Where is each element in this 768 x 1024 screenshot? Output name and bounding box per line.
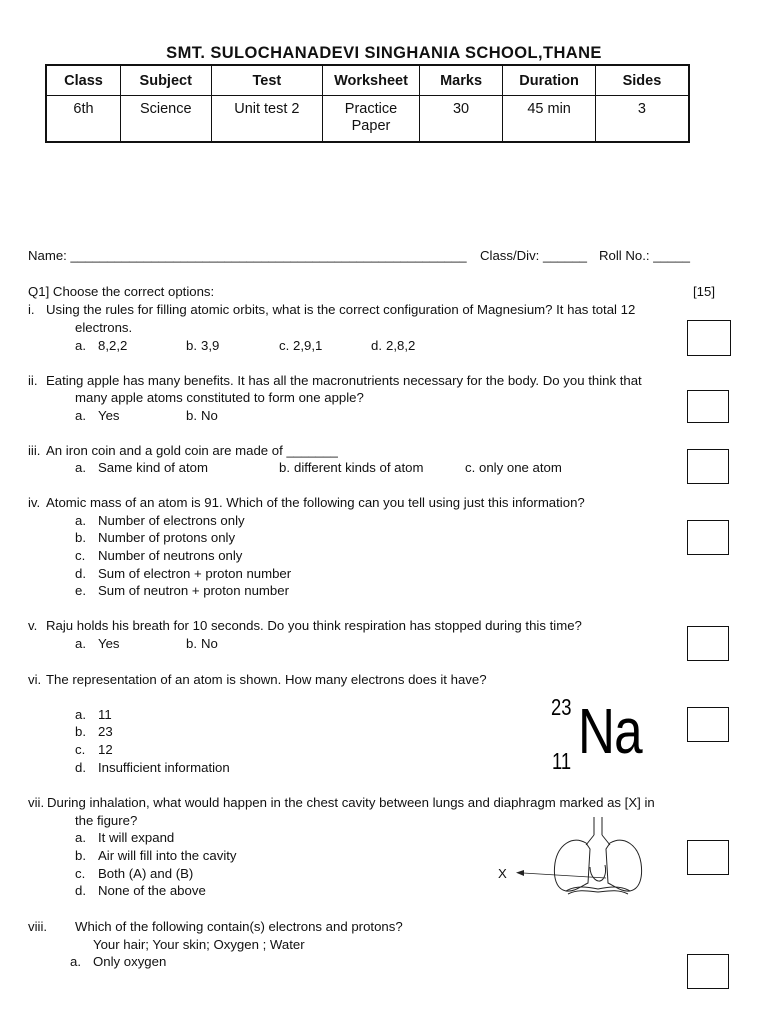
question-number: i.: [28, 302, 35, 317]
option-text: It will expand: [98, 830, 175, 845]
col-worksheet: Worksheet: [323, 65, 420, 96]
school-title: SMT. SULOCHANADEVI SINGHANIA SCHOOL,THANE: [166, 44, 602, 62]
option-text: Number of electrons only: [98, 513, 245, 528]
option-label: a.: [75, 460, 86, 475]
option-label: b.: [186, 338, 197, 353]
option-label: a.: [75, 830, 86, 845]
option-label: a.: [75, 707, 86, 722]
answer-box[interactable]: [687, 626, 729, 661]
option-label: a.: [75, 408, 86, 423]
table-header-row: [46, 65, 689, 96]
option-text: 11: [98, 707, 112, 722]
option-label: b.: [75, 530, 86, 545]
cell-worksheet: [323, 96, 420, 143]
option-label: d.: [371, 338, 382, 353]
option-label: b.: [186, 408, 197, 423]
option-text: None of the above: [98, 883, 206, 898]
option-text: Yes: [98, 636, 120, 651]
mass-number: 23: [551, 694, 572, 720]
question-text: Which of the following contain(s) electrons and protons?: [75, 919, 403, 934]
option-text: No: [201, 408, 218, 423]
option-label: e.: [75, 583, 86, 598]
question-text: Using the rules for filling atomic orbits, what is the correct configuration of Magnesium? It has total 12: [46, 302, 636, 317]
cell-test: Unit test 2: [211, 96, 323, 143]
option-text: 2,8,2: [386, 338, 416, 353]
name-field[interactable]: Name: ______________________________________________________: [28, 248, 467, 263]
col-subject: Subject: [120, 65, 211, 96]
option-text: 3,9: [201, 338, 220, 353]
element-symbol: Na: [578, 695, 642, 767]
answer-box[interactable]: [687, 390, 729, 423]
option-text: No: [201, 636, 218, 651]
col-class: Class: [46, 65, 120, 96]
cell-marks: 30: [419, 96, 503, 143]
question-text: An iron coin and a gold coin are made of _______: [46, 443, 338, 458]
question-text-cont: the figure?: [75, 813, 138, 828]
option-text: Sum of electron + proton number: [98, 566, 292, 581]
cell-class: 6th: [46, 96, 120, 143]
option-label: c.: [75, 548, 86, 563]
option-text: 2,9,1: [293, 338, 323, 353]
option-label: d.: [75, 760, 86, 775]
option-label: b.: [75, 848, 86, 863]
option-text: Number of neutrons only: [98, 548, 243, 563]
option-label: b.: [75, 724, 86, 739]
table-row: [46, 96, 689, 143]
question-text: During inhalation, what would happen in the chest cavity between lungs and diaphragm marked as [X] in: [47, 795, 655, 810]
option-label: a.: [75, 636, 86, 651]
option-text: Insufficient information: [98, 760, 230, 775]
option-text: Air will fill into the cavity: [98, 848, 237, 863]
cell-worksheet-line2: Paper: [351, 118, 391, 134]
option-label: b.: [279, 460, 290, 475]
option-text: Same kind of atom: [98, 460, 208, 475]
option-text: 23: [98, 724, 113, 739]
option-label: a.: [70, 954, 81, 969]
option-label: c.: [279, 338, 290, 353]
option-text: Yes: [98, 408, 120, 423]
test-info-table: [45, 64, 690, 143]
question-text: Eating apple has many benefits. It has all the macronutrients necessary for the body. Do you think that: [46, 373, 642, 388]
class-div-field[interactable]: Class/Div: ______: [480, 248, 588, 263]
section-title: Q1] Choose the correct options:: [28, 284, 215, 299]
marker-x-label: X: [498, 866, 507, 881]
col-test: Test: [211, 65, 323, 96]
atomic-number: 11: [552, 748, 572, 774]
question-text: Atomic mass of an atom is 91. Which of the following can you tell using just this information?: [46, 495, 585, 510]
option-text: only one atom: [479, 460, 562, 475]
option-text: 12: [98, 742, 113, 757]
option-label: d.: [75, 883, 86, 898]
option-label: c.: [465, 460, 476, 475]
roll-no-field[interactable]: Roll No.: _____: [599, 248, 690, 263]
option-label: a.: [75, 338, 86, 353]
section-marks: [15]: [693, 284, 715, 299]
question-text: Raju holds his breath for 10 seconds. Do you think respiration has stopped during this time?: [46, 618, 582, 633]
cell-duration: 45 min: [503, 96, 596, 143]
question-number: v.: [28, 618, 38, 633]
question-text-cont: Your hair; Your skin; Oxygen ; Water: [93, 937, 305, 952]
cell-subject: Science: [120, 96, 211, 143]
col-sides: Sides: [595, 65, 689, 96]
answer-box[interactable]: [687, 449, 729, 484]
option-label: b.: [186, 636, 197, 651]
question-text-cont: many apple atoms constituted to form one apple?: [75, 390, 364, 405]
option-label: c.: [75, 742, 86, 757]
question-number: vii.: [28, 795, 45, 810]
question-number: vi.: [28, 672, 42, 687]
question-number: ii.: [28, 373, 38, 388]
question-text: The representation of an atom is shown. How many electrons does it have?: [46, 672, 487, 687]
col-marks: Marks: [419, 65, 503, 96]
pointer-arrow: [516, 870, 606, 878]
lungs-diagram: [508, 815, 653, 897]
option-text: Sum of neutron + proton number: [98, 583, 289, 598]
answer-box[interactable]: [687, 320, 731, 356]
option-label: d.: [75, 566, 86, 581]
option-text: different kinds of atom: [294, 460, 424, 475]
question-text-cont: electrons.: [75, 320, 133, 335]
answer-box[interactable]: [687, 840, 729, 875]
option-text: 8,2,2: [98, 338, 128, 353]
answer-box[interactable]: [687, 520, 729, 555]
option-text: Only oxygen: [93, 954, 167, 969]
question-number: iv.: [28, 495, 41, 510]
answer-box[interactable]: [687, 954, 729, 989]
option-text: Number of protons only: [98, 530, 236, 545]
cell-sides: 3: [595, 96, 689, 143]
option-label: c.: [75, 866, 86, 881]
col-duration: Duration: [503, 65, 596, 96]
option-text: Both (A) and (B): [98, 866, 194, 881]
question-number: viii.: [28, 919, 48, 934]
answer-box[interactable]: [687, 707, 729, 742]
cell-worksheet-line1: Practice: [344, 101, 398, 117]
option-label: a.: [75, 513, 86, 528]
question-number: iii.: [28, 443, 41, 458]
